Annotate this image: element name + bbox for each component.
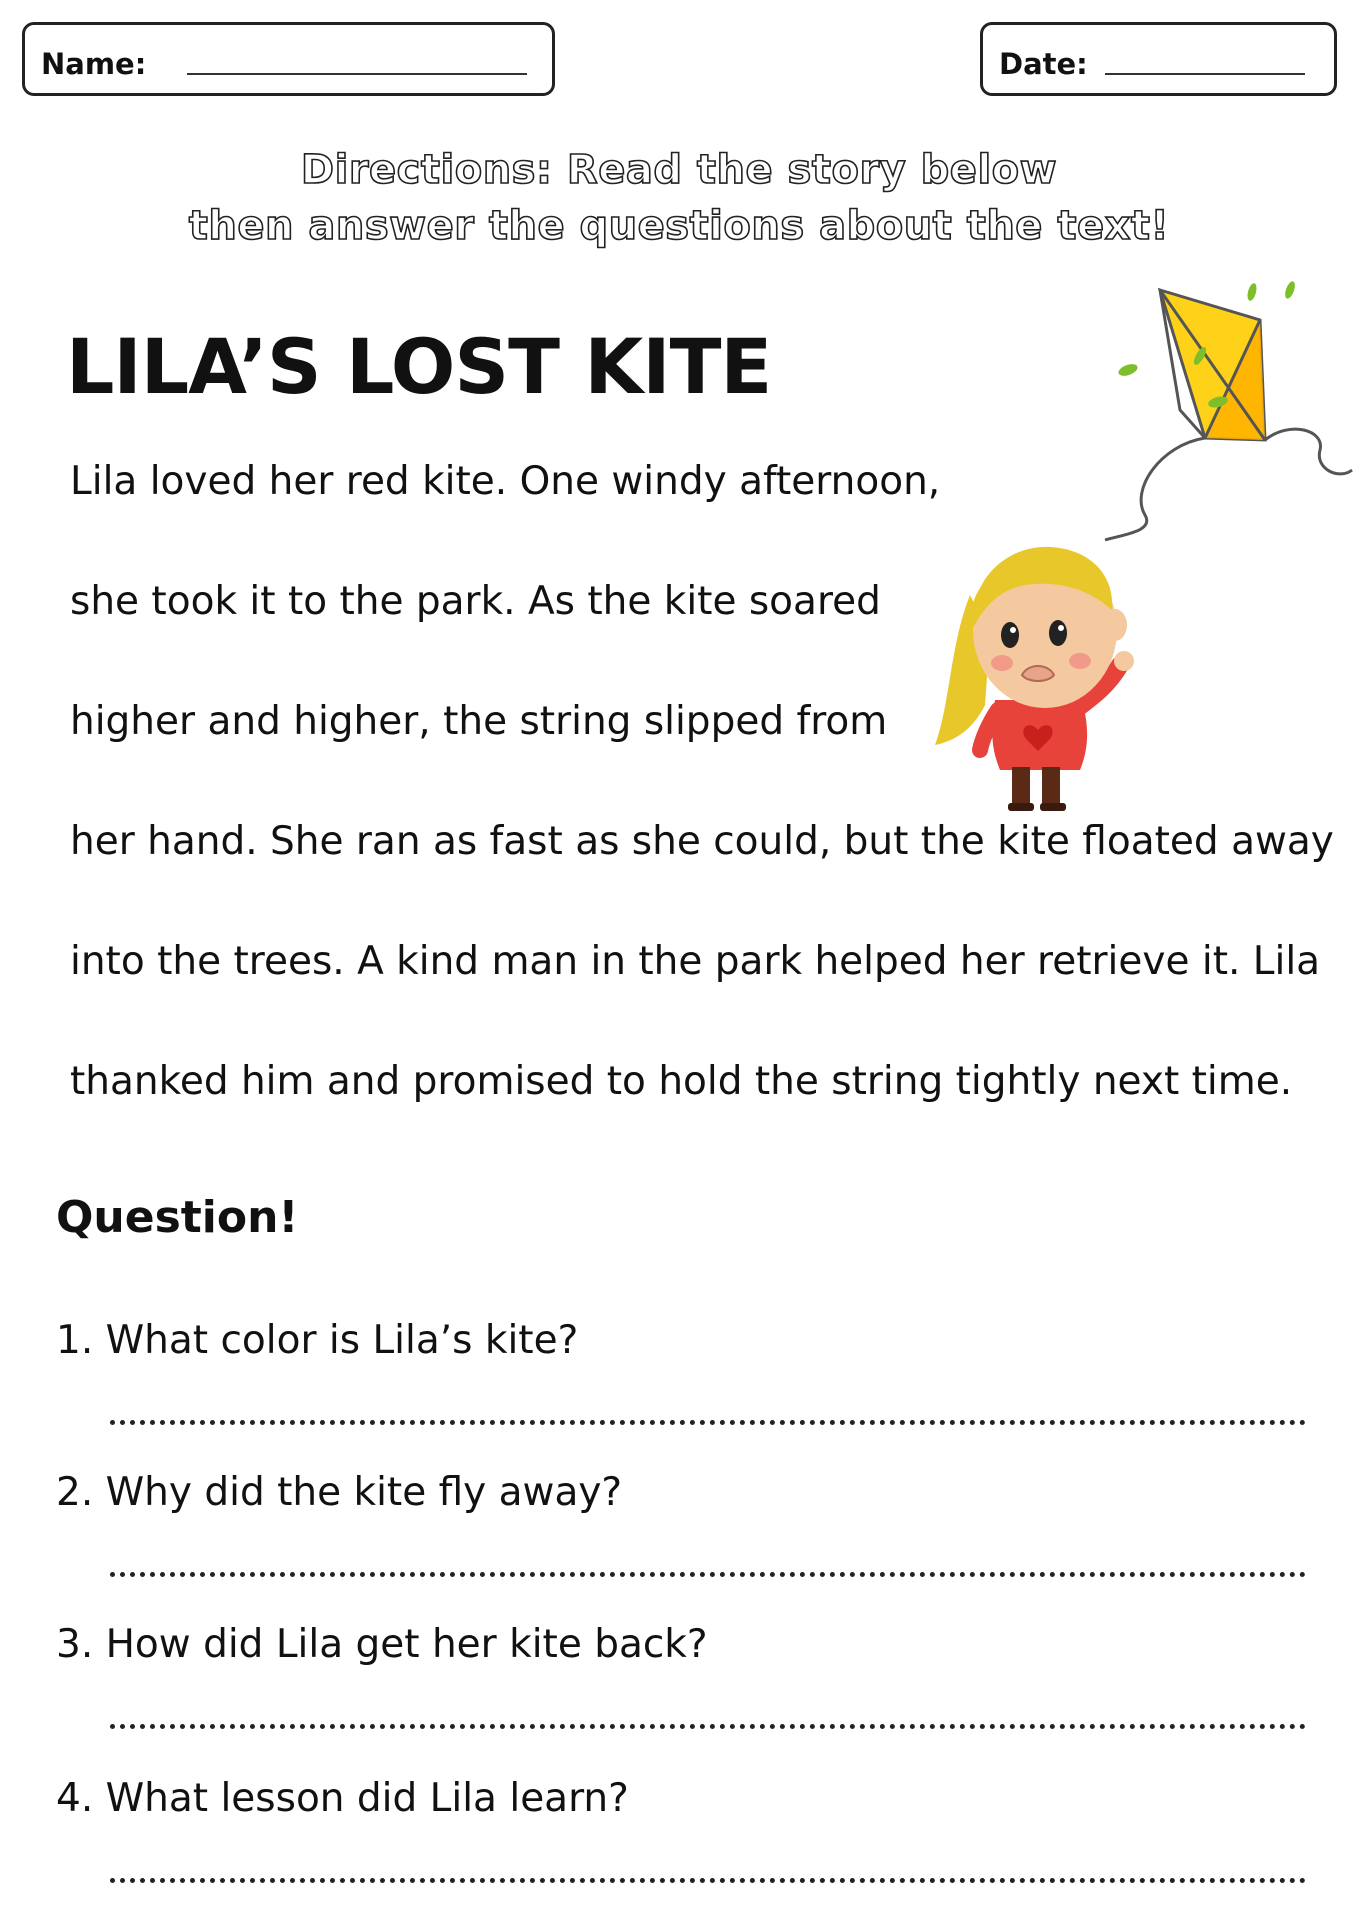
story-title: LILA’S LOST KITE [66,322,772,411]
answer-line[interactable] [110,1878,1306,1883]
date-line[interactable] [1105,73,1305,75]
answer-line[interactable] [110,1420,1306,1425]
date-field[interactable] [980,22,1337,96]
story-line: into the trees. A kind man in the park helped her retrieve it. Lila [70,939,1321,984]
girl-illustration [930,535,1150,815]
story-line: her hand. She ran as fast as she could, but the kite floated away [70,819,1334,864]
questions-heading: Question! [56,1192,299,1243]
story-line: Lila loved her red kite. One windy afternoon, [70,459,941,504]
question-item: 1. What color is Lila’s kite? [56,1318,579,1363]
answer-line[interactable] [110,1572,1306,1577]
question-item: 2. Why did the kite fly away? [56,1470,623,1515]
name-label: Name: [41,47,147,81]
story-line: higher and higher, the string slipped from [70,699,888,744]
story-line: she took it to the park. As the kite soared [70,579,881,624]
answer-line[interactable] [110,1724,1306,1729]
question-item: 3. How did Lila get her kite back? [56,1622,708,1667]
directions-line-2: then answer the questions about the text! [188,203,1170,249]
story-line: thanked him and promised to hold the string tightly next time. [70,1059,1293,1104]
name-field[interactable] [22,22,555,96]
kite-icon [1100,270,1358,560]
date-label: Date: [999,47,1088,81]
name-line[interactable] [187,73,527,75]
question-item: 4. What lesson did Lila learn? [56,1776,629,1821]
directions-line-1: Directions: Read the story below [300,147,1058,193]
